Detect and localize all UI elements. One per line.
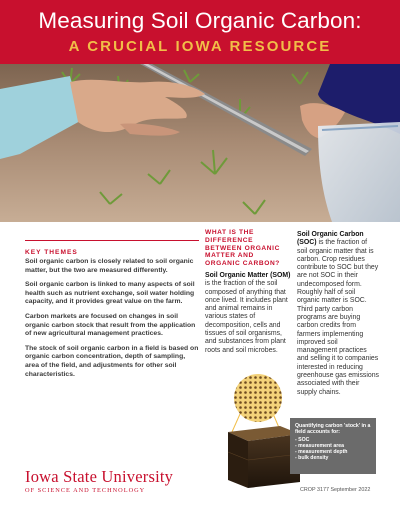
soc-term: Soil Organic Carbon (SOC) bbox=[297, 231, 364, 247]
callout-item: - SOC bbox=[295, 437, 310, 443]
carbon-stock-callout bbox=[290, 418, 376, 474]
page-subtitle: A CRUCIAL IOWA RESOURCE bbox=[68, 38, 332, 55]
key-theme-item: Soil organic carbon is closely related to soil organic matter, but the two are measured differently. bbox=[25, 258, 194, 274]
key-themes-divider bbox=[25, 240, 199, 241]
key-themes-heading: KEY THEMES bbox=[25, 249, 78, 256]
callout-item: - measurement depth bbox=[295, 449, 348, 455]
som-definition bbox=[205, 272, 291, 355]
callout-item: - bulk density bbox=[295, 455, 329, 461]
key-theme-item: Soil organic carbon is linked to many aspects of soil health such as nutrient exchange, soil water holding capacity, and it provides great value on the farm. bbox=[25, 281, 195, 306]
som-column bbox=[205, 229, 291, 355]
publication-code: CROP 3177 September 2022 bbox=[300, 487, 371, 493]
key-theme-item: Carbon markets are focused on changes in soil organic carbon stock that result from the application of new agricultural management practices. bbox=[25, 312, 196, 338]
som-term: Soil Organic Matter (SOM) bbox=[205, 271, 291, 279]
page-title: Measuring Soil Organic Carbon: bbox=[38, 8, 362, 33]
soc-text: is the fraction of soil organic matter that is carbon. Crop residues contribute to SOC but they are not SOC in their undecomposed form. Roughly half of soil organic matter is SOC. Third party carbon programs are buying carbon credits from farmers implementing improved soil management practices and selling it to companies interested in reducing greenhouse gas emissions associated with their supply chains. bbox=[297, 239, 379, 396]
university-logo bbox=[25, 468, 173, 494]
key-theme-item: The stock of soil organic carbon in a field is based on organic carbon concentration, depth of sampling, area of the field, and adjustments for other soil characteristics. bbox=[25, 344, 199, 378]
som-text: is the fraction of the soil composed of anything that once lived. It includes plant and animal remains in various states of decomposition, cells and tissues of soil organisms, and substances from plant roots and soil microbes. bbox=[205, 280, 288, 354]
callout-item: - measurement area bbox=[295, 443, 345, 449]
logo-wordmark: Iowa State University bbox=[25, 467, 174, 486]
difference-question-heading: WHAT IS THE DIFFERENCE BETWEEN ORGANIC MATTER AND ORGANIC CARBON? bbox=[205, 229, 280, 268]
logo-subtitle: OF SCIENCE AND TECHNOLOGY bbox=[25, 487, 146, 494]
soil-sampling-photo bbox=[0, 64, 400, 222]
callout-title: Quantifying carbon 'stock' in a field accounts for: bbox=[295, 423, 371, 435]
key-themes-section bbox=[25, 249, 199, 385]
